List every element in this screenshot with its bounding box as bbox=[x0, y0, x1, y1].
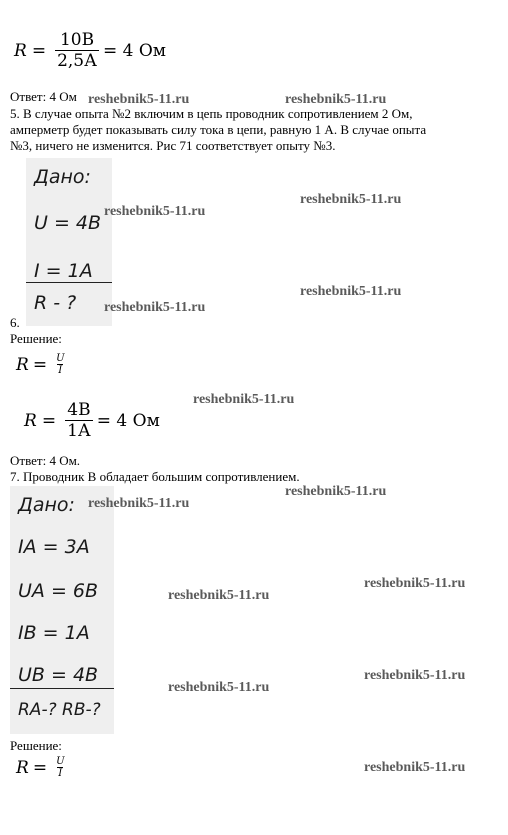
formula-numerator: 4В bbox=[67, 400, 91, 420]
formula-denominator: I bbox=[58, 768, 63, 779]
formula-equals: = bbox=[32, 757, 48, 778]
watermark: reshebnik5-11.ru bbox=[104, 300, 206, 315]
given-voltage: U = 4В bbox=[34, 212, 102, 234]
watermark: reshebnik5-11.ru bbox=[193, 392, 295, 407]
formula-lhs: R bbox=[16, 757, 29, 778]
formula-fraction bbox=[55, 30, 99, 71]
task5-line2: амперметр будет показывать силу тока в цепи, равную 1 А. В случае опыта bbox=[10, 122, 427, 137]
task5-line1: 5. В случае опыта №2 включим в цепь проводник сопротивлением 2 Ом, bbox=[10, 106, 413, 121]
answer-2: Ответ: 4 Ом. bbox=[10, 453, 81, 468]
formula-denominator: 1А bbox=[67, 421, 91, 441]
watermark: reshebnik5-11.ru bbox=[285, 484, 387, 499]
formula-fraction bbox=[55, 353, 65, 376]
watermark: reshebnik5-11.ru bbox=[364, 668, 466, 683]
formula-fraction bbox=[55, 756, 65, 779]
formula-fraction bbox=[65, 400, 93, 441]
formula-denominator: 2,5А bbox=[57, 51, 97, 71]
given-voltage-b: UВ = 4В bbox=[18, 664, 99, 686]
given-current-a: IА = 3А bbox=[18, 536, 90, 558]
watermark: reshebnik5-11.ru bbox=[88, 496, 190, 511]
formula-equals: = bbox=[32, 354, 48, 375]
given-unknowns: RА-? RВ-? bbox=[18, 700, 101, 720]
given-current-b: IВ = 1А bbox=[18, 622, 90, 644]
given-divider bbox=[10, 688, 114, 689]
watermark: reshebnik5-11.ru bbox=[364, 576, 466, 591]
formula-resistance-2 bbox=[24, 400, 160, 441]
given-image-2 bbox=[10, 486, 114, 734]
task7-text: 7. Проводник В обладает большим сопротивлением. bbox=[10, 469, 300, 484]
formula-equals: = bbox=[41, 410, 57, 431]
task6-number: 6. bbox=[10, 315, 20, 330]
formula-lhs: R bbox=[24, 410, 37, 431]
formula-general-1 bbox=[16, 353, 70, 376]
given-current: I = 1А bbox=[34, 260, 93, 282]
watermark: reshebnik5-11.ru bbox=[168, 588, 270, 603]
watermark: reshebnik5-11.ru bbox=[300, 192, 402, 207]
formula-resistance-1 bbox=[14, 30, 166, 71]
given-divider bbox=[26, 282, 112, 283]
given-image-1 bbox=[26, 158, 112, 326]
formula-numerator: U bbox=[56, 756, 65, 767]
solution-label-2: Решение: bbox=[10, 738, 62, 753]
given-title: Дано: bbox=[18, 494, 75, 516]
formula-numerator: 10В bbox=[59, 30, 95, 50]
given-voltage-a: UА = 6В bbox=[18, 580, 99, 602]
answer-1: Ответ: 4 Ом bbox=[10, 89, 77, 104]
formula-denominator: I bbox=[58, 365, 63, 376]
formula-general-2 bbox=[16, 756, 70, 779]
watermark: reshebnik5-11.ru bbox=[88, 92, 190, 107]
solution-label-1: Решение: bbox=[10, 331, 62, 346]
watermark: reshebnik5-11.ru bbox=[168, 680, 270, 695]
given-title: Дано: bbox=[34, 166, 91, 188]
formula-lhs: R bbox=[14, 40, 27, 61]
formula-lhs: R bbox=[16, 354, 29, 375]
watermark: reshebnik5-11.ru bbox=[104, 204, 206, 219]
formula-numerator: U bbox=[56, 353, 65, 364]
watermark: reshebnik5-11.ru bbox=[300, 284, 402, 299]
watermark: reshebnik5-11.ru bbox=[285, 92, 387, 107]
formula-result: = 4 Ом bbox=[96, 410, 160, 431]
task5-line3: №3, ничего не изменится. Рис 71 соответствует опыту №3. bbox=[10, 138, 336, 153]
formula-equals: = bbox=[31, 40, 47, 61]
formula-result: = 4 Ом bbox=[102, 40, 167, 61]
watermark: reshebnik5-11.ru bbox=[364, 760, 466, 775]
given-unknown: R - ? bbox=[34, 292, 77, 314]
